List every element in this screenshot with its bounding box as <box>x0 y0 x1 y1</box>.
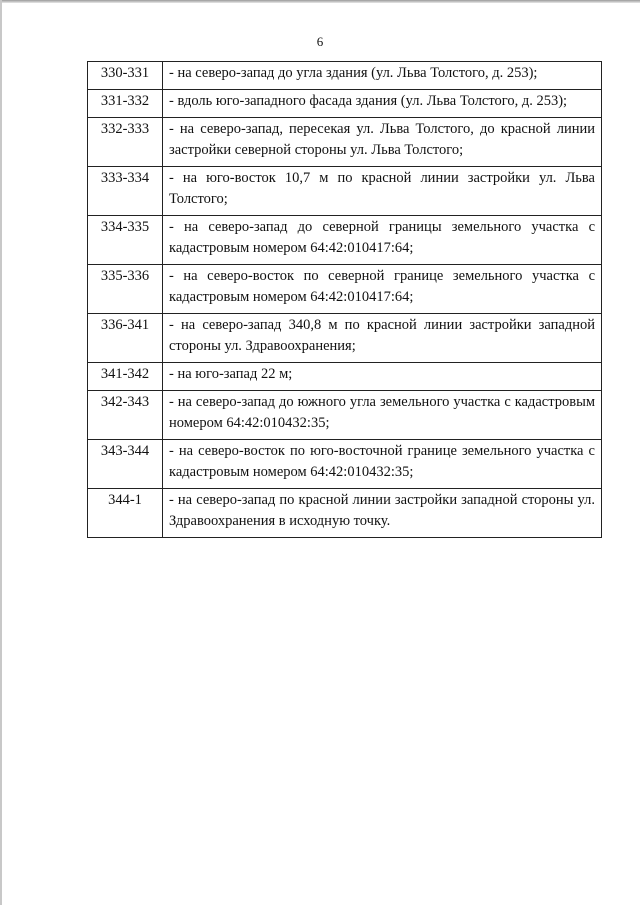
description-cell: - на юго-запад 22 м; <box>163 363 602 391</box>
segment-cell: 330-331 <box>88 62 163 90</box>
segment-cell: 342-343 <box>88 391 163 440</box>
description-cell: - на северо-запад 340,8 м по красной линии застройки западной стороны ул. Здравоохранения; <box>163 314 602 363</box>
segment-cell: 343-344 <box>88 440 163 489</box>
scan-edge-top <box>0 0 640 3</box>
segment-cell: 334-335 <box>88 216 163 265</box>
table-row <box>88 391 602 440</box>
segment-cell: 332-333 <box>88 118 163 167</box>
boundary-table <box>87 61 602 538</box>
table-row <box>88 90 602 118</box>
segment-cell: 341-342 <box>88 363 163 391</box>
segment-cell: 336-341 <box>88 314 163 363</box>
description-cell: - на северо-запад по красной линии застройки западной стороны ул. Здравоохранения в исходную точку. <box>163 489 602 538</box>
table-row <box>88 118 602 167</box>
table-row <box>88 62 602 90</box>
segment-cell: 344-1 <box>88 489 163 538</box>
description-cell: - на северо-запад, пересекая ул. Льва Толстого, до красной линии застройки северной стороны ул. Льва Толстого; <box>163 118 602 167</box>
table-row <box>88 489 602 538</box>
description-cell: - на северо-запад до южного угла земельного участка с кадастровым номером 64:42:010432:35; <box>163 391 602 440</box>
scan-edge-left <box>0 0 2 905</box>
description-cell: - на северо-запад до северной границы земельного участка с кадастровым номером 64:42:010417:64; <box>163 216 602 265</box>
table-row <box>88 363 602 391</box>
description-cell: - на северо-восток по северной границе земельного участка с кадастровым номером 64:42:010417:64; <box>163 265 602 314</box>
segment-cell: 335-336 <box>88 265 163 314</box>
segment-cell: 331-332 <box>88 90 163 118</box>
description-cell: - вдоль юго-западного фасада здания (ул. Льва Толстого, д. 253); <box>163 90 602 118</box>
page-number: 6 <box>316 34 324 49</box>
description-cell: - на северо-восток по юго-восточной границе земельного участка с кадастровым номером 64:42:010432:35; <box>163 440 602 489</box>
segment-cell: 333-334 <box>88 167 163 216</box>
table-row <box>88 167 602 216</box>
table-row <box>88 440 602 489</box>
table-row <box>88 314 602 363</box>
table-row <box>88 216 602 265</box>
description-cell: - на юго-восток 10,7 м по красной линии застройки ул. Льва Толстого; <box>163 167 602 216</box>
description-cell: - на северо-запад до угла здания (ул. Льва Толстого, д. 253); <box>163 62 602 90</box>
table-row <box>88 265 602 314</box>
